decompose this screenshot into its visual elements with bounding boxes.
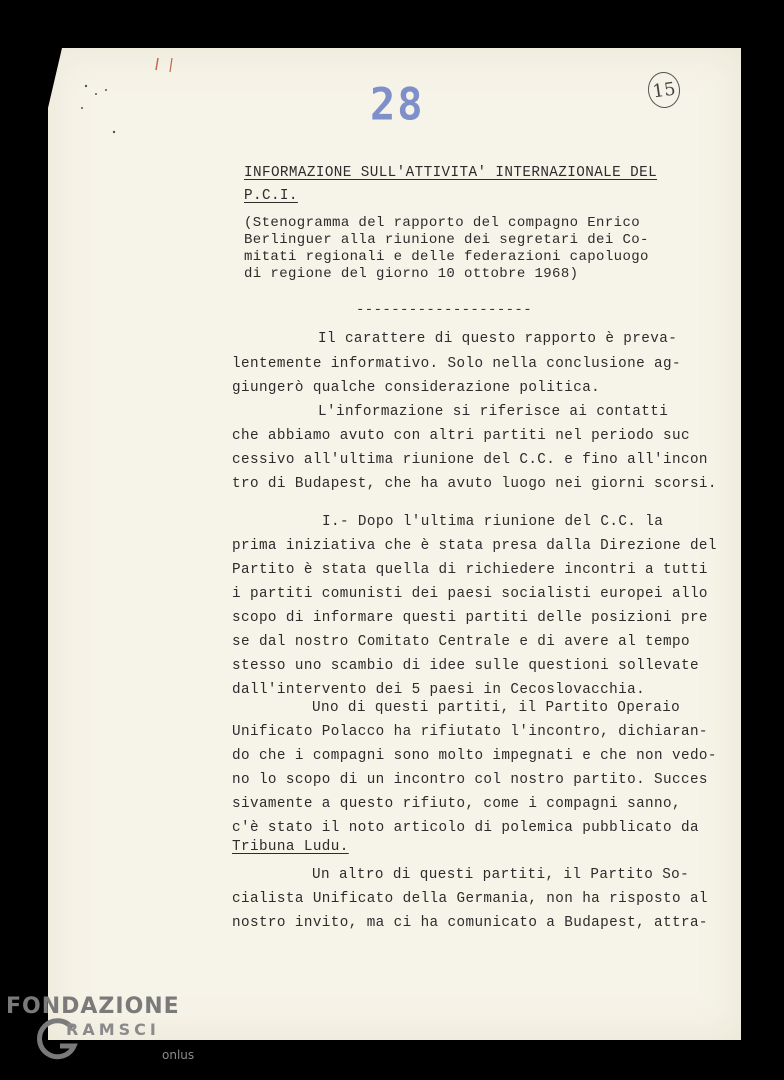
body-line: do che i compagni sono molto impegnati e che non vedo- xyxy=(232,748,717,764)
body-line: c'è stato il noto articolo di polemica pubblicato da xyxy=(232,820,699,836)
body-line: dall'intervento dei 5 paesi in Cecoslovacchia. xyxy=(232,682,646,698)
logo-line-2: RAMSCI xyxy=(66,1020,160,1039)
circled-page-number: 15 xyxy=(646,70,683,110)
pencil-marks xyxy=(72,58,182,148)
body-line: Partito è stata quella di richiedere incontri a tutti xyxy=(232,562,708,578)
archive-stamp-number: 28 xyxy=(370,78,425,131)
body-line: no lo scopo di un incontro col nostro partito. Succes xyxy=(232,772,708,788)
body-line: stesso uno scambio di idee sulle questioni sollevate xyxy=(232,658,699,674)
body-line: nostro invito, ma ci ha comunicato a Budapest, attra- xyxy=(232,915,708,931)
body-line: prima iniziativa che è stata presa dalla Direzione del xyxy=(232,538,717,554)
body-line: Il carattere di questo rapporto è preva- xyxy=(318,331,678,347)
title-line: INFORMAZIONE SULL'ATTIVITA' INTERNAZIONALE DEL xyxy=(244,165,658,181)
body-line: scopo di informare questi partiti delle posizioni pre xyxy=(232,610,708,626)
body-line: i partiti comunisti dei paesi socialisti europei allo xyxy=(232,586,708,602)
body-line: I.- Dopo l'ultima riunione del C.C. la xyxy=(322,514,664,530)
fondazione-gramsci-logo xyxy=(6,994,180,1039)
title-line: P.C.I. xyxy=(244,188,298,204)
body-line: L'informazione si riferisce ai contatti xyxy=(318,404,669,420)
body-line: cialista Unificato della Germania, non ha risposto al xyxy=(232,891,708,907)
body-line: Uno di questi partiti, il Partito Operaio xyxy=(312,700,681,716)
body-line: Unificato Polacco ha rifiutato l'incontro, dichiaran- xyxy=(232,724,708,740)
body-line: tro di Budapest, che ha avuto luogo nei giorni scorsi. xyxy=(232,476,717,492)
subtitle-line: di regione del giorno 10 ottobre 1968) xyxy=(244,266,579,282)
subtitle-line: (Stenogramma del rapporto del compagno Enrico xyxy=(244,215,641,231)
logo-line-1: FONDAZIONE xyxy=(6,994,180,1019)
subtitle-line: mitati regionali e delle federazioni capoluogo xyxy=(244,249,649,265)
body-line: sivamente a questo rifiuto, come i compagni sanno, xyxy=(232,796,681,812)
body-line: giungerò qualche considerazione politica. xyxy=(232,380,601,396)
body-line-newspaper-title: Tribuna Ludu. xyxy=(232,839,349,855)
separator-dashes: -------------------- xyxy=(356,302,533,318)
body-line: lentemente informativo. Solo nella conclusione ag- xyxy=(232,356,681,372)
body-line: cessivo all'ultima riunione del C.C. e fino all'incon xyxy=(232,452,708,468)
body-line: Un altro di questi partiti, il Partito So- xyxy=(312,867,690,883)
subtitle-line: Berlinguer alla riunione dei segretari dei Co- xyxy=(244,232,649,248)
body-line: che abbiamo avuto con altri partiti nel periodo suc xyxy=(232,428,690,444)
body-line: se dal nostro Comitato Centrale e di avere al tempo xyxy=(232,634,690,650)
logo-suffix: onlus xyxy=(162,1048,195,1062)
